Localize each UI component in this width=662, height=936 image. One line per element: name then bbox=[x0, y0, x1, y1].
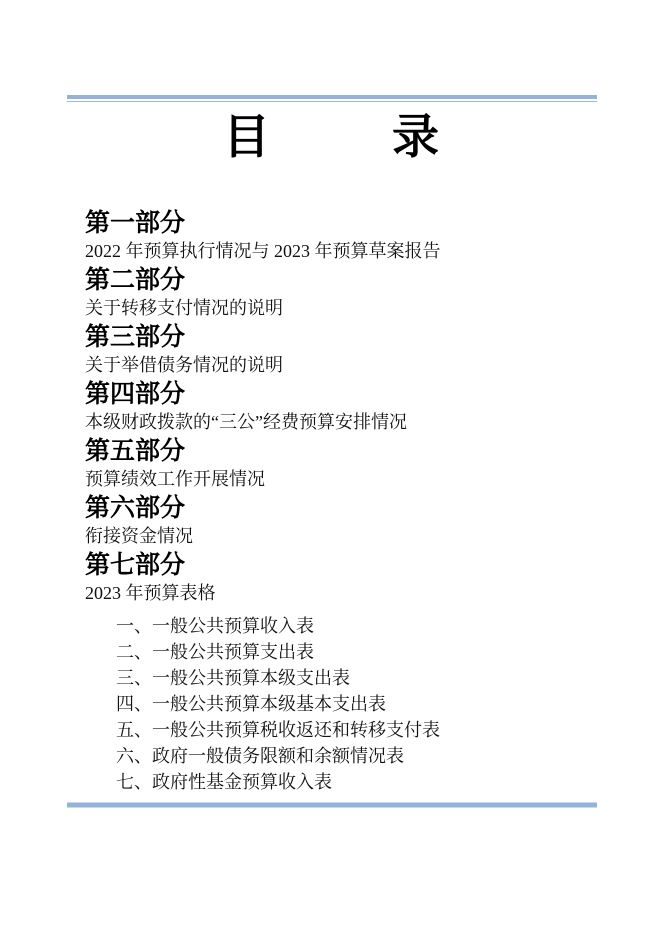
section-heading: 第一部分 bbox=[85, 209, 186, 237]
toc-section bbox=[85, 322, 590, 379]
list-item: 二、一般公共预算支出表 bbox=[116, 642, 314, 662]
top-border-line bbox=[67, 95, 597, 102]
list-item: 六、政府一般债务限额和余额情况表 bbox=[116, 746, 404, 766]
toc-section bbox=[85, 379, 590, 436]
page-title bbox=[0, 110, 662, 166]
section-body: 2022 年预算执行情况与 2023 年预算草案报告 bbox=[85, 241, 441, 261]
bottom-border-line bbox=[67, 802, 597, 808]
section-body: 关于转移支付情况的说明 bbox=[85, 298, 283, 318]
section-body: 预算绩效工作开展情况 bbox=[85, 469, 265, 489]
section-body: 关于举借债务情况的说明 bbox=[85, 355, 283, 375]
list-item: 五、一般公共预算税收返还和转移支付表 bbox=[116, 720, 440, 740]
section-body: 本级财政拨款的“三公”经费预算安排情况 bbox=[85, 412, 407, 432]
section-body: 衔接资金情况 bbox=[85, 526, 193, 546]
section-heading: 第五部分 bbox=[85, 437, 186, 465]
section-body: 2023 年预算表格 bbox=[85, 583, 216, 603]
budget-table-list bbox=[85, 613, 590, 795]
toc-section bbox=[85, 436, 590, 493]
toc-content bbox=[85, 208, 590, 795]
section-heading: 第三部分 bbox=[85, 323, 186, 351]
list-item: 三、一般公共预算本级支出表 bbox=[116, 668, 350, 688]
section-heading: 第七部分 bbox=[85, 551, 186, 579]
section-heading: 第四部分 bbox=[85, 380, 186, 408]
page-title-char-right: 录 bbox=[392, 112, 439, 164]
page-title-char-left: 目 bbox=[223, 112, 270, 164]
section-heading: 第六部分 bbox=[85, 494, 186, 522]
list-item: 七、政府性基金预算收入表 bbox=[116, 772, 332, 792]
section-heading: 第二部分 bbox=[85, 266, 186, 294]
toc-section bbox=[85, 550, 590, 607]
toc-section bbox=[85, 265, 590, 322]
list-item: 四、一般公共预算本级基本支出表 bbox=[116, 694, 386, 714]
toc-section bbox=[85, 493, 590, 550]
list-item: 一、一般公共预算收入表 bbox=[116, 616, 314, 636]
toc-section bbox=[85, 208, 590, 265]
